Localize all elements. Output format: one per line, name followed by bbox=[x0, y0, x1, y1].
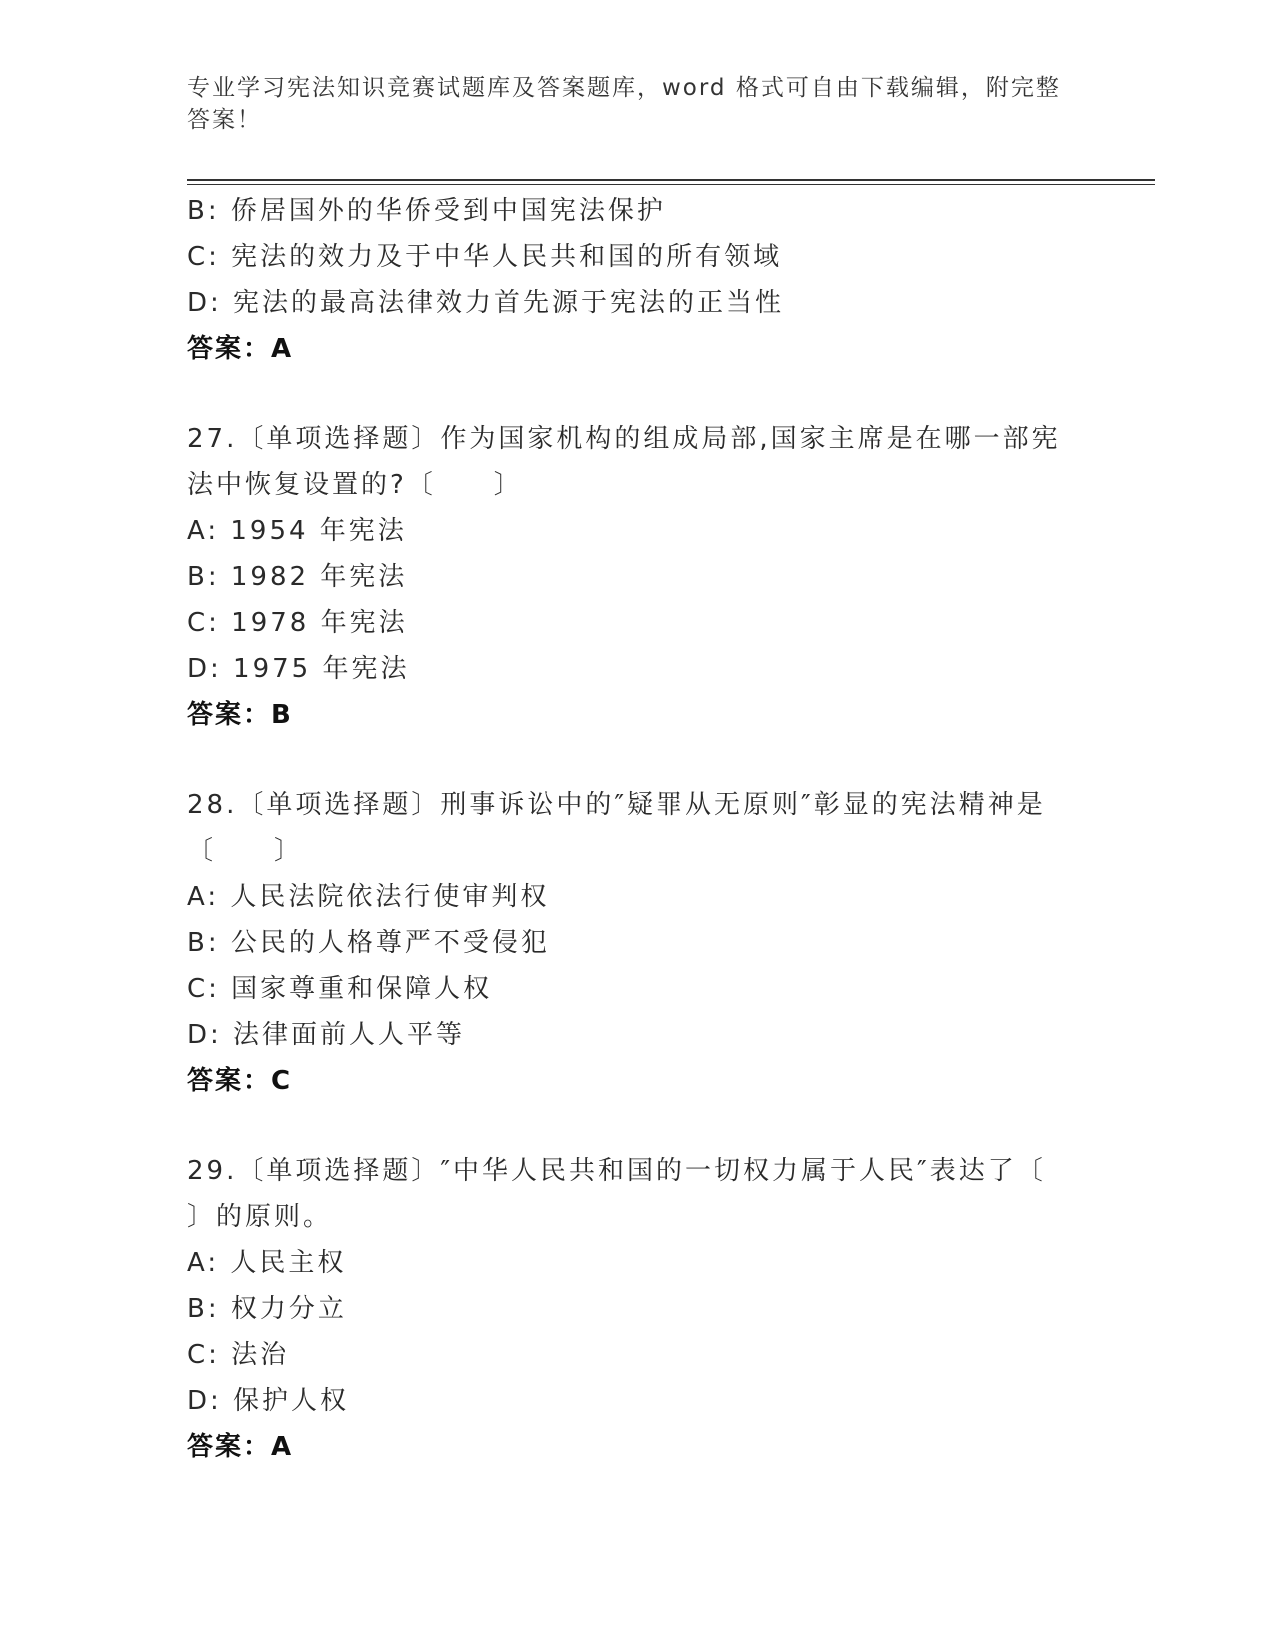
option-b: B: 1982 年宪法 bbox=[187, 562, 408, 592]
question-list bbox=[187, 188, 1107, 1470]
option-d: D: 1975 年宪法 bbox=[187, 654, 410, 684]
question-stem: 29.〔单项选择题〕″中华人民共和国的一切权力属于人民″表达了〔 bbox=[187, 1156, 1046, 1186]
question-26-continued bbox=[187, 188, 1107, 372]
option-a: A: 1954 年宪法 bbox=[187, 516, 407, 546]
answer-line: 答案：B bbox=[187, 700, 293, 730]
question-stem: 〔 〕 bbox=[187, 836, 304, 866]
option-b: B: 公民的人格尊严不受侵犯 bbox=[187, 928, 550, 958]
spacer bbox=[187, 372, 1107, 416]
question-27 bbox=[187, 416, 1107, 738]
header-divider-top bbox=[187, 179, 1155, 181]
option-c: C: 国家尊重和保障人权 bbox=[187, 974, 493, 1004]
question-stem: 法中恢复设置的?〔 〕 bbox=[187, 470, 523, 500]
header-divider-bottom bbox=[187, 184, 1155, 185]
spacer bbox=[187, 738, 1107, 782]
answer-line: 答案：A bbox=[187, 1432, 294, 1462]
question-29 bbox=[187, 1148, 1107, 1470]
spacer bbox=[187, 1104, 1107, 1148]
option-c: C: 1978 年宪法 bbox=[187, 608, 408, 638]
option-a: A: 人民主权 bbox=[187, 1248, 347, 1278]
header-note: 专业学习宪法知识竞赛试题库及答案题库，word 格式可自由下载编辑，附完整答案！ bbox=[187, 75, 1061, 133]
option-d: D: 法律面前人人平等 bbox=[187, 1020, 466, 1050]
option-b: B: 权力分立 bbox=[187, 1294, 347, 1324]
option-d: D: 保护人权 bbox=[187, 1386, 350, 1416]
question-stem: 27.〔单项选择题〕作为国家机构的组成局部,国家主席是在哪一部宪 bbox=[187, 424, 1061, 454]
answer-line: 答案：A bbox=[187, 334, 294, 364]
option-d: D: 宪法的最高法律效力首先源于宪法的正当性 bbox=[187, 288, 785, 318]
option-b: B: 侨居国外的华侨受到中国宪法保护 bbox=[187, 196, 666, 226]
answer-line: 答案：C bbox=[187, 1066, 293, 1096]
question-stem: 28.〔单项选择题〕刑事诉讼中的″疑罪从无原则″彰显的宪法精神是 bbox=[187, 790, 1046, 820]
option-a: A: 人民法院依法行使审判权 bbox=[187, 882, 550, 912]
question-stem: 〕的原则。 bbox=[187, 1202, 333, 1232]
option-c: C: 法治 bbox=[187, 1340, 290, 1370]
option-c: C: 宪法的效力及于中华人民共和国的所有领域 bbox=[187, 242, 783, 272]
question-28 bbox=[187, 782, 1107, 1104]
